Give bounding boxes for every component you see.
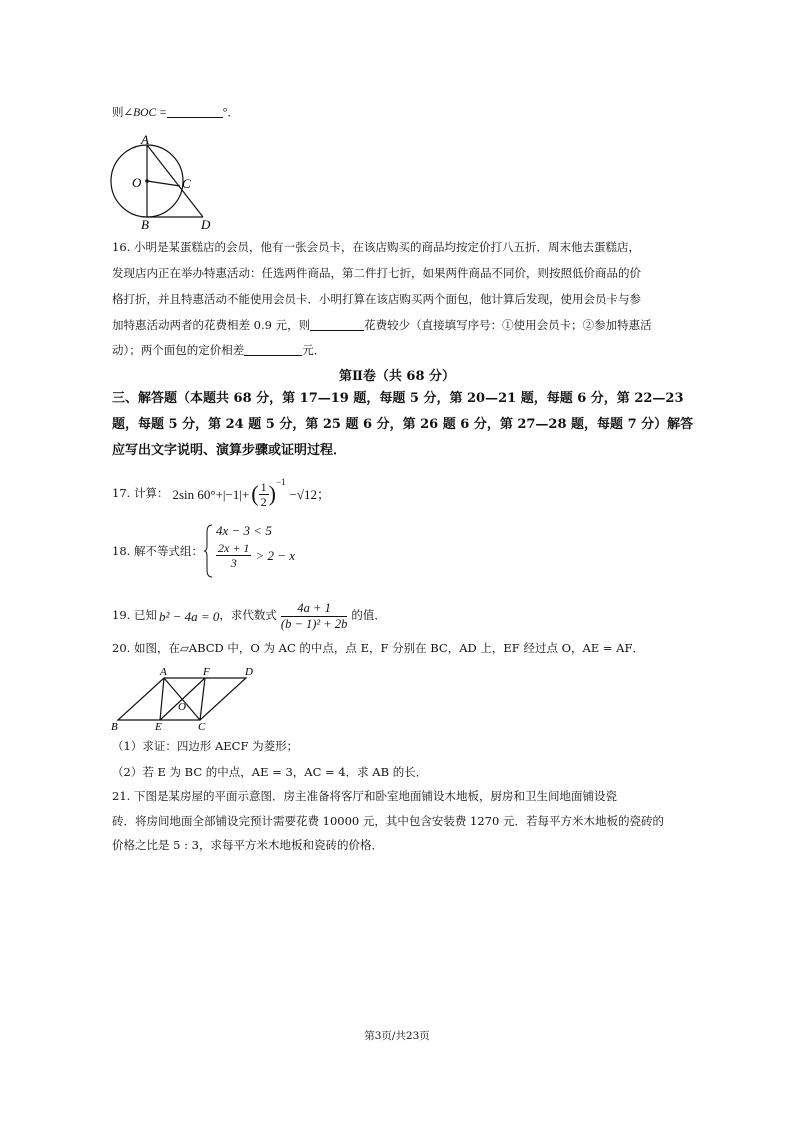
q18-frac-num: 2x + 1 xyxy=(218,541,250,555)
q18-fraction xyxy=(216,542,251,569)
section3-line-1: 三、解答题（本题共 68 分，第 17—19 题，每题 5 分，第 20—21 题，每题 6 分，第 22—23 xyxy=(112,391,684,406)
q15-label-a: A xyxy=(141,132,149,147)
q17-exponent: −1 xyxy=(275,477,286,487)
q16-blank-1 xyxy=(310,330,364,331)
q15-label-o: O xyxy=(132,175,142,190)
q19-line xyxy=(112,598,386,634)
q20-figure xyxy=(108,664,268,733)
q15-label-b: B xyxy=(141,217,149,232)
q20-line-1: 20. 如图，在▱ABCD 中，O 为 AC 的中点，点 E，F 分别在 BC，AD 上，EF 经过点 O，AE = AF． xyxy=(112,641,644,655)
q18-inequality-2 xyxy=(216,542,295,569)
q20-label-f: F xyxy=(203,666,210,678)
q20-label-d: D xyxy=(245,666,253,678)
q17-fraction xyxy=(259,481,269,508)
q20-label-a: A xyxy=(160,666,167,678)
page-footer: 第3页/共23页 xyxy=(364,1030,430,1042)
q19-suffix: 的值． xyxy=(351,608,386,623)
q21-line-3: 价格之比是 5 : 3，求每平方米木地板和瓷砖的价格． xyxy=(112,838,383,852)
q15-angle: ∠BOC = xyxy=(123,107,167,119)
q20-label-b: B xyxy=(111,721,118,733)
q17-frac-den: 2 xyxy=(260,494,267,509)
q19-fraction xyxy=(281,602,347,630)
q17-term-1: 2sin 60°+|−1|+ xyxy=(172,486,250,502)
q17-label: 17. 计算： xyxy=(112,486,169,501)
q16-line-3: 格打折，并且特惠活动不能使用会员卡．小明打算在该店购买两个面包，他计算后发现，使用会员卡与参 xyxy=(112,292,641,306)
q21-line-1: 21. 下图是某房屋的平面示意图．房主准备将客厅和卧室地面铺设木地板，厨房和卫生间地面铺设瓷 xyxy=(112,789,617,803)
q16-line-2: 发现店内正在举办特惠活动：任选两件商品，第二件打七折，如果两件商品不同价，则按照低价商品的价 xyxy=(112,266,641,280)
q17-line xyxy=(112,476,330,512)
q19-condition: b² − 4a = 0 xyxy=(158,608,220,624)
q17-term-2: −√12； xyxy=(289,486,330,502)
part2-title: 第Ⅱ卷（共 68 分） xyxy=(338,369,456,384)
q17-frac-num: 1 xyxy=(260,479,267,494)
q19-mid: ，求代数式 xyxy=(219,608,277,623)
q15-suffix: °． xyxy=(222,107,239,119)
q15-prefix: 则 xyxy=(112,107,124,119)
q20-part-2: （2）若 E 为 BC 的中点，AE = 3，AC = 4．求 AB 的长． xyxy=(112,765,428,779)
q20-label-o: O xyxy=(178,701,186,713)
q19-frac-num: 4a + 1 xyxy=(281,602,347,617)
q15-blank xyxy=(167,117,223,118)
q18-inequality-2-rest: > 2 − x xyxy=(255,548,296,563)
q16-line-5b: 元． xyxy=(302,343,326,357)
q20-label-e: E xyxy=(155,721,162,733)
q15-figure xyxy=(105,132,225,232)
q15-label-d: D xyxy=(201,217,211,232)
q18-brace xyxy=(204,524,214,578)
q20-part-1: （1）求证：四边形 AECF 为菱形； xyxy=(112,739,299,753)
q18-label: 18. 解不等式组： xyxy=(112,544,203,558)
q17-paren-right: ) xyxy=(268,481,276,506)
q15-label-c: C xyxy=(182,176,191,191)
q19-frac-den: (b − 1)² + 2b xyxy=(280,616,348,631)
q16-line-4b: 花费较少（直接填写序号：①使用会员卡；②参加特惠活 xyxy=(364,318,652,332)
q15-answer-line xyxy=(112,108,239,120)
q20-label-c: C xyxy=(198,721,206,733)
section3-line-2: 题，每题 5 分，第 24 题 5 分，第 25 题 6 分，第 26 题 6 分，第 27—28 题，每题 7 分）解答 xyxy=(112,417,694,432)
q18-frac-den: 3 xyxy=(230,556,237,570)
q16-line-5 xyxy=(112,345,325,357)
q18-inequality-1: 4x − 3 < 5 xyxy=(216,523,272,538)
q17-paren-left: ( xyxy=(251,481,259,506)
section3-line-3: 应写出文字说明、演算步骤或证明过程． xyxy=(112,443,347,458)
q16-blank-2 xyxy=(244,355,302,356)
q16-line-4a: 加特惠活动两者的花费相差 0.9 元，则 xyxy=(112,318,311,332)
q19-label: 19. 已知 xyxy=(112,608,157,623)
q21-line-2: 砖．将房间地面全部铺设完预计需要花费 10000 元，其中包含安装费 1270 元．若每平方米木地板的瓷砖的 xyxy=(112,814,664,828)
q16-line-5a: 动）；两个面包的定价相差 xyxy=(112,343,245,357)
q16-line-4 xyxy=(112,320,652,332)
q16-line-1: 16. 小明是某蛋糕店的会员，他有一张会员卡，在该店购买的商品均按定价打八五折．周末他去蛋糕店， xyxy=(112,240,640,254)
